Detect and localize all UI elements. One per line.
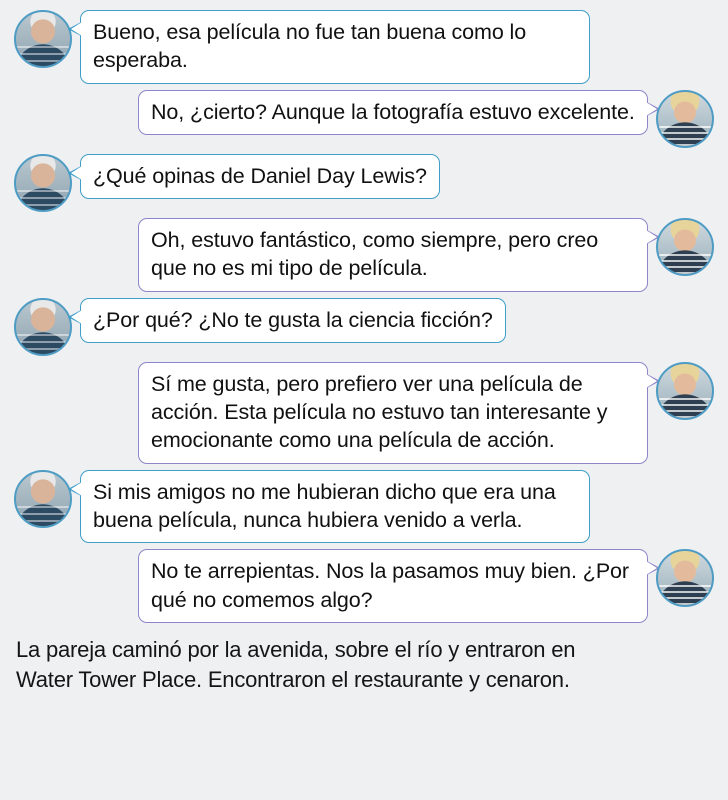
chat-bubble-man[interactable]: [80, 470, 590, 544]
avatar-shirt-stripes: [658, 398, 712, 418]
avatar-man: [14, 154, 72, 212]
message-row: [14, 549, 714, 623]
avatar-shirt-stripes: [658, 254, 712, 274]
avatar-shirt-stripes: [16, 506, 70, 526]
narration-line-2: Water Tower Place. Encontraron el restaurante y cenaron.: [16, 666, 570, 692]
message-text: Sí me gusta, pero prefiero ver una película de acción. Esta película no estuvo tan interesante y emocionante como una película de acción.: [151, 371, 608, 453]
avatar-shirt-stripes: [658, 126, 712, 146]
message-row: [14, 10, 714, 84]
chat-bubble-man[interactable]: [80, 154, 440, 199]
avatar-man: [14, 10, 72, 68]
message-row: [14, 362, 714, 464]
avatar-shirt-stripes: [658, 585, 712, 605]
avatar-woman: [656, 549, 714, 607]
chat-bubble-woman[interactable]: [138, 362, 648, 464]
chat-bubble-woman[interactable]: [138, 90, 648, 135]
avatar-man: [14, 470, 72, 528]
message-row: [14, 298, 714, 356]
message-text: Oh, estuvo fantástico, como siempre, pero creo que no es mi tipo de película.: [151, 227, 599, 281]
message-text: No, ¿cierto? Aunque la fotografía estuvo excelente.: [151, 99, 635, 124]
avatar-woman: [656, 90, 714, 148]
message-text: Si mis amigos no me hubieran dicho que era una buena película, nunca hubiera venido a verla.: [93, 479, 556, 532]
avatar-woman: [656, 218, 714, 276]
avatar-woman: [656, 362, 714, 420]
message-text: ¿Por qué? ¿No te gusta la ciencia ficción?: [93, 307, 493, 332]
narration-paragraph: [14, 635, 714, 694]
avatar-shirt-stripes: [16, 46, 70, 66]
chat-bubble-man[interactable]: [80, 298, 506, 343]
message-row: [14, 154, 714, 212]
chat-bubble-man[interactable]: [80, 10, 590, 84]
narration-line-1: La pareja caminó por la avenida, sobre el río y entraron en: [16, 637, 576, 663]
message-row: [14, 470, 714, 544]
avatar-shirt-stripes: [16, 190, 70, 210]
avatar-man: [14, 298, 72, 356]
avatar-shirt-stripes: [16, 334, 70, 354]
message-row: [14, 218, 714, 292]
chat-bubble-woman[interactable]: [138, 549, 648, 623]
message-row: [14, 90, 714, 148]
message-text: Bueno, esa película no fue tan buena como lo esperaba.: [93, 20, 527, 73]
chat-bubble-woman[interactable]: [138, 218, 648, 292]
conversation-list: [14, 10, 714, 623]
message-text: ¿Qué opinas de Daniel Day Lewis?: [93, 163, 427, 188]
message-text: No te arrepientas. Nos la pasamos muy bien. ¿Por qué no comemos algo?: [151, 559, 629, 612]
